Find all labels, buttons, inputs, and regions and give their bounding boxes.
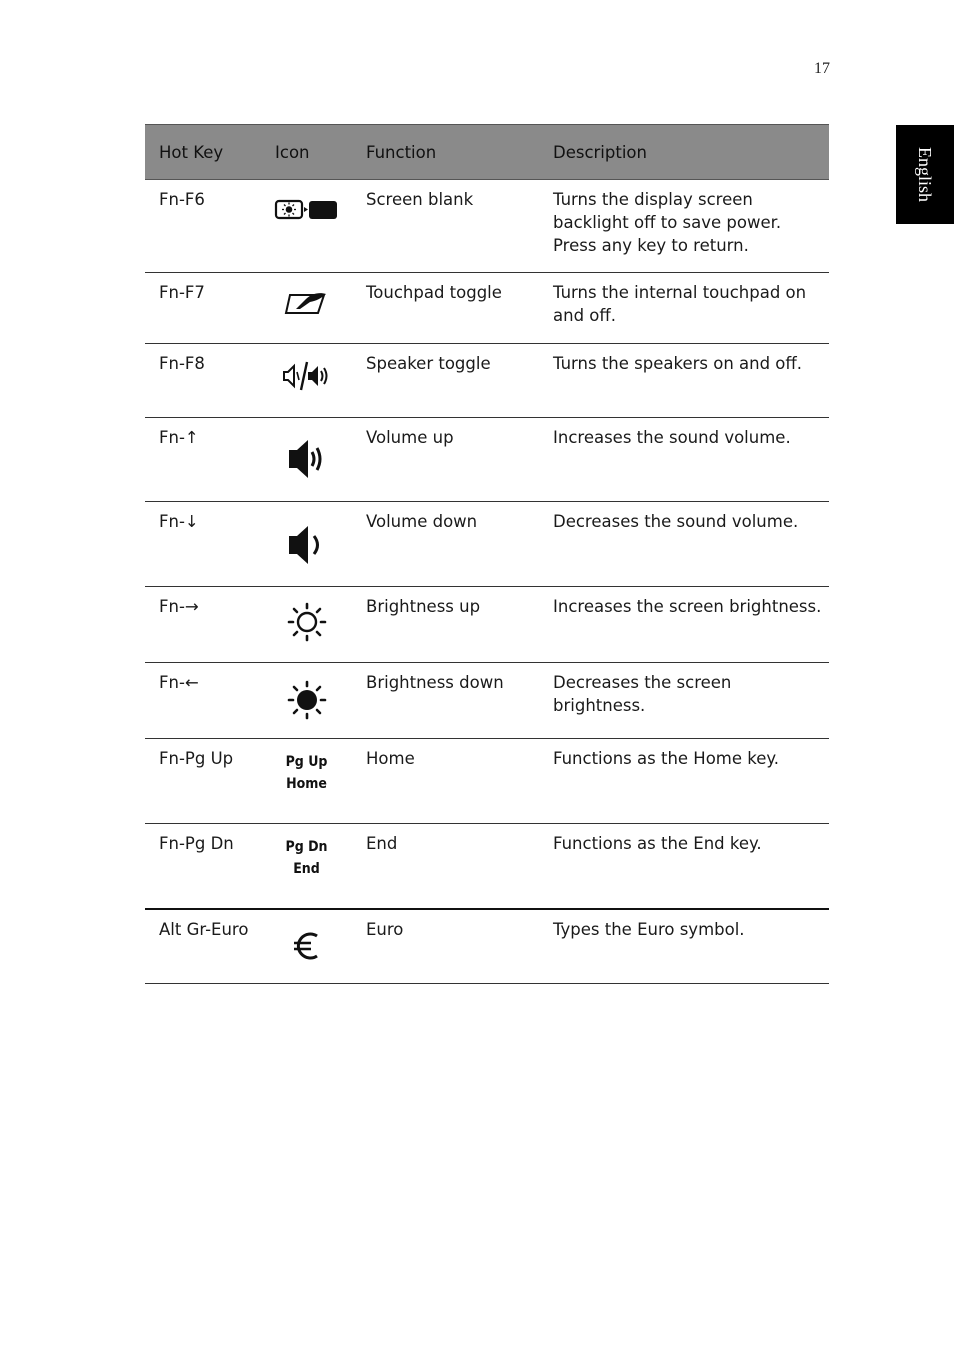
description: Turns the internal touchpad on and off. xyxy=(539,273,829,344)
icon-cell xyxy=(261,418,352,502)
hot-key: Alt Gr-Euro xyxy=(145,909,261,984)
icon-cell xyxy=(261,909,352,984)
table-row xyxy=(145,344,829,418)
hot-key: Fn-F6 xyxy=(145,180,261,273)
language-tab-label: English xyxy=(915,146,936,203)
volume-up-icon xyxy=(287,438,327,480)
icon-cell xyxy=(261,663,352,739)
icon-cell xyxy=(261,824,352,909)
table-row xyxy=(145,180,829,273)
function-name: Volume down xyxy=(352,502,539,587)
description: Decreases the screen brightness. xyxy=(539,663,829,739)
table-row xyxy=(145,273,829,344)
hot-key: Fn-Pg Dn xyxy=(145,824,261,909)
screen-blank-icon xyxy=(274,198,340,222)
euro-icon xyxy=(291,930,323,962)
function-name: Home xyxy=(352,739,539,824)
icon-cell xyxy=(261,180,352,273)
hotkey-table xyxy=(145,124,829,984)
pgup-home-icon xyxy=(267,751,347,795)
header-description: Description xyxy=(539,125,829,180)
pgdn-label: Pg Dn xyxy=(285,839,328,855)
pgup-label: Pg Up xyxy=(285,754,328,770)
description: Functions as the Home key. xyxy=(539,739,829,824)
icon-cell xyxy=(261,587,352,663)
table-row xyxy=(145,502,829,587)
hot-key: Fn-↑ xyxy=(145,418,261,502)
header-hot-key: Hot Key xyxy=(145,125,261,180)
function-name: Brightness up xyxy=(352,587,539,663)
hot-key: Fn-Pg Up xyxy=(145,739,261,824)
description: Increases the screen brightness. xyxy=(539,587,829,663)
hot-key: Fn-F7 xyxy=(145,273,261,344)
function-name: Brightness down xyxy=(352,663,539,739)
hot-key: Fn-↓ xyxy=(145,502,261,587)
function-name: Screen blank xyxy=(352,180,539,273)
function-name: Volume up xyxy=(352,418,539,502)
table-row xyxy=(145,909,829,984)
speaker-toggle-icon xyxy=(282,360,332,392)
function-name: Speaker toggle xyxy=(352,344,539,418)
description: Turns the display screen backlight off to save power. Press any key to return. xyxy=(539,180,829,273)
language-tab xyxy=(896,125,954,224)
function-name: Euro xyxy=(352,909,539,984)
touchpad-toggle-icon xyxy=(284,289,330,317)
pgdn-end-icon xyxy=(267,836,347,880)
header-icon: Icon xyxy=(261,125,352,180)
description: Turns the speakers on and off. xyxy=(539,344,829,418)
brightness-down-icon xyxy=(286,679,328,721)
description: Increases the sound volume. xyxy=(539,418,829,502)
description: Functions as the End key. xyxy=(539,824,829,909)
end-label: End xyxy=(293,861,320,877)
icon-cell xyxy=(261,502,352,587)
table-row xyxy=(145,663,829,739)
function-name: Touchpad toggle xyxy=(352,273,539,344)
icon-cell xyxy=(261,739,352,824)
table-row xyxy=(145,587,829,663)
function-name: End xyxy=(352,824,539,909)
icon-cell xyxy=(261,344,352,418)
table-row xyxy=(145,824,829,909)
table-row xyxy=(145,418,829,502)
page-number: 17 xyxy=(814,60,830,77)
hot-key: Fn-F8 xyxy=(145,344,261,418)
icon-cell xyxy=(261,273,352,344)
table-row xyxy=(145,739,829,824)
volume-down-icon xyxy=(287,524,327,566)
description: Decreases the sound volume. xyxy=(539,502,829,587)
hot-key: Fn-← xyxy=(145,663,261,739)
brightness-up-icon xyxy=(286,601,328,643)
home-label: Home xyxy=(286,776,327,792)
hot-key: Fn-→ xyxy=(145,587,261,663)
table-header-row xyxy=(145,125,829,180)
description: Types the Euro symbol. xyxy=(539,909,829,984)
header-function: Function xyxy=(352,125,539,180)
